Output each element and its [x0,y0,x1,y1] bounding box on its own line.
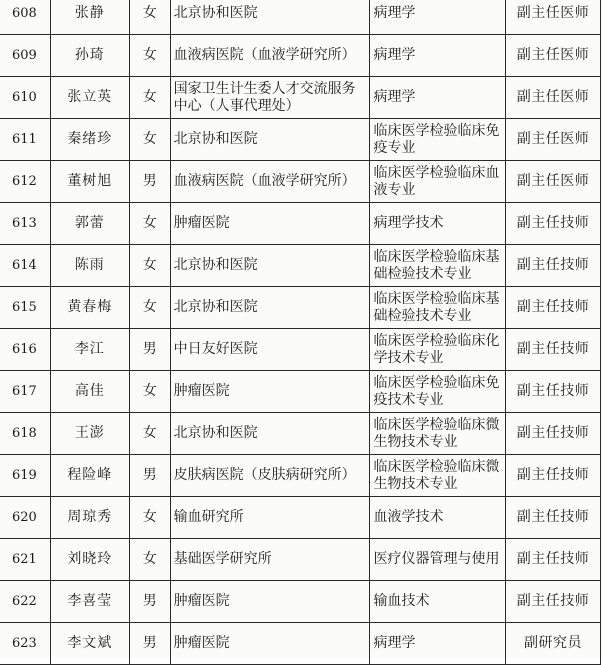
person-name-cell: 周琼秀 [50,497,129,539]
serial-number-cell: 622 [0,581,50,623]
specialty-cell: 临床医学检验临床血液专业 [370,161,505,203]
work-unit-cell: 输血研究所 [170,497,370,539]
gender-cell: 女 [129,371,170,413]
serial-number-cell: 621 [0,539,50,581]
gender-cell: 男 [129,623,170,665]
table-row [0,623,601,665]
table-row [0,287,601,329]
specialty-cell: 临床医学检验临床微生物技术专业 [370,413,505,455]
professional-title-cell: 副主任技师 [505,581,600,623]
person-name-cell: 高佳 [50,371,129,413]
gender-cell: 女 [129,287,170,329]
professional-title-cell: 副主任医师 [505,119,600,161]
work-unit-cell: 基础医学研究所 [170,539,370,581]
gender-cell: 女 [129,203,170,245]
gender-cell: 女 [129,0,170,35]
person-name-cell: 孙琦 [50,35,129,77]
serial-number-cell: 619 [0,455,50,497]
specialty-cell: 临床医学检验临床微生物技术专业 [370,455,505,497]
table-row [0,245,601,287]
person-name-cell: 刘晓玲 [50,539,129,581]
gender-cell: 女 [129,539,170,581]
work-unit-cell: 皮肤病医院（皮肤病研究所） [170,455,370,497]
serial-number-cell: 617 [0,371,50,413]
person-name-cell: 黄春梅 [50,287,129,329]
specialty-cell: 血液学技术 [370,497,505,539]
work-unit-cell: 肿瘤医院 [170,371,370,413]
table-row [0,371,601,413]
person-name-cell: 陈雨 [50,245,129,287]
table-row [0,581,601,623]
table-row [0,455,601,497]
specialty-cell: 输血技术 [370,581,505,623]
gender-cell: 男 [129,329,170,371]
table-row [0,77,601,119]
specialty-cell: 临床医学检验临床化学技术专业 [370,329,505,371]
person-name-cell: 李喜莹 [50,581,129,623]
table-row [0,413,601,455]
table-row [0,35,601,77]
professional-title-cell: 副主任技师 [505,497,600,539]
professional-title-cell: 副主任技师 [505,539,600,581]
person-name-cell: 董树旭 [50,161,129,203]
work-unit-cell: 肿瘤医院 [170,581,370,623]
serial-number-cell: 620 [0,497,50,539]
table-row [0,161,601,203]
professional-title-cell: 副主任医师 [505,161,600,203]
work-unit-cell: 肿瘤医院 [170,203,370,245]
work-unit-cell: 北京协和医院 [170,413,370,455]
serial-number-cell: 612 [0,161,50,203]
work-unit-cell: 北京协和医院 [170,119,370,161]
table-row [0,203,601,245]
professional-title-cell: 副研究员 [505,623,600,665]
gender-cell: 女 [129,413,170,455]
gender-cell: 男 [129,581,170,623]
professional-title-cell: 副主任医师 [505,77,600,119]
specialty-cell: 临床医学检验临床基础检验技术专业 [370,245,505,287]
person-name-cell: 王澎 [50,413,129,455]
serial-number-cell: 623 [0,623,50,665]
person-name-cell: 张静 [50,0,129,35]
gender-cell: 女 [129,497,170,539]
specialty-cell: 病理学 [370,0,505,35]
serial-number-cell: 609 [0,35,50,77]
serial-number-cell: 608 [0,0,50,35]
serial-number-cell: 615 [0,287,50,329]
professional-title-cell: 副主任技师 [505,413,600,455]
serial-number-cell: 611 [0,119,50,161]
person-name-cell: 程险峰 [50,455,129,497]
table-row [0,119,601,161]
gender-cell: 女 [129,35,170,77]
specialty-cell: 临床医学检验临床免疫技术专业 [370,371,505,413]
work-unit-cell: 北京协和医院 [170,287,370,329]
professional-title-cell: 副主任技师 [505,329,600,371]
professional-title-cell: 副主任技师 [505,287,600,329]
person-name-cell: 张立英 [50,77,129,119]
gender-cell: 女 [129,77,170,119]
table-row [0,0,601,35]
table-row [0,539,601,581]
specialty-cell: 临床医学检验临床基础检验技术专业 [370,287,505,329]
work-unit-cell: 血液病医院（血液学研究所） [170,161,370,203]
work-unit-cell: 北京协和医院 [170,0,370,35]
specialty-cell: 临床医学检验临床免疫专业 [370,119,505,161]
professional-title-cell: 副主任技师 [505,371,600,413]
specialty-cell: 医疗仪器管理与使用 [370,539,505,581]
gender-cell: 女 [129,119,170,161]
serial-number-cell: 616 [0,329,50,371]
work-unit-cell: 国家卫生计生委人才交流服务中心（人事代理处） [170,77,370,119]
work-unit-cell: 肿瘤医院 [170,623,370,665]
professional-title-cell: 副主任技师 [505,203,600,245]
serial-number-cell: 610 [0,77,50,119]
work-unit-cell: 血液病医院（血液学研究所） [170,35,370,77]
serial-number-cell: 614 [0,245,50,287]
person-name-cell: 郭蕾 [50,203,129,245]
gender-cell: 女 [129,245,170,287]
serial-number-cell: 613 [0,203,50,245]
specialty-cell: 病理学 [370,35,505,77]
professional-title-cell: 副主任医师 [505,35,600,77]
professional-title-cell: 副主任技师 [505,245,600,287]
table-row [0,329,601,371]
work-unit-cell: 中日友好医院 [170,329,370,371]
serial-number-cell: 618 [0,413,50,455]
person-name-cell: 秦绪珍 [50,119,129,161]
professional-title-cell: 副主任技师 [505,455,600,497]
work-unit-cell: 北京协和医院 [170,245,370,287]
specialty-cell: 病理学技术 [370,203,505,245]
person-name-cell: 李江 [50,329,129,371]
gender-cell: 男 [129,455,170,497]
person-name-cell: 李文斌 [50,623,129,665]
gender-cell: 男 [129,161,170,203]
table-row [0,497,601,539]
professional-title-cell: 副主任医师 [505,0,600,35]
specialty-cell: 病理学 [370,77,505,119]
specialty-cell: 病理学 [370,623,505,665]
